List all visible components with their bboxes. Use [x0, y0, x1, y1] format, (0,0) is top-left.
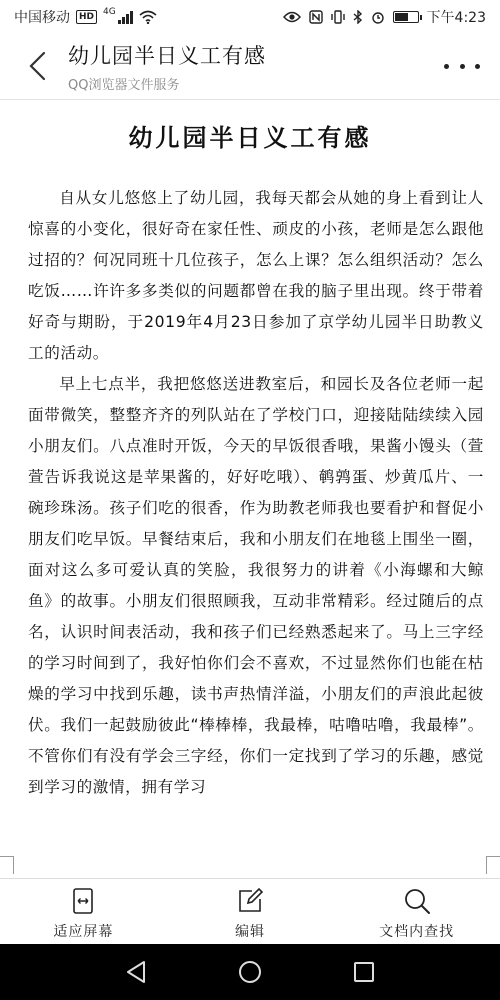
status-left	[14, 7, 157, 27]
find-in-document-button[interactable]	[333, 879, 500, 944]
find-in-document-label: 文档内查找	[379, 924, 455, 940]
carrier-name: 中国移动	[14, 10, 70, 26]
document-viewer[interactable]	[0, 100, 500, 878]
search-icon	[403, 887, 431, 915]
page-corner-mark	[0, 856, 14, 874]
nfc-icon	[309, 10, 323, 24]
fit-screen-icon	[72, 887, 94, 915]
fit-screen-button[interactable]	[0, 879, 167, 944]
fit-screen-label: 适应屏幕	[53, 924, 114, 940]
status-time: 下午4:23	[426, 10, 486, 26]
more-dot-icon	[444, 64, 449, 69]
signal-icon	[118, 10, 133, 24]
status-right	[283, 7, 486, 27]
more-dot-icon	[475, 64, 480, 69]
status-bar	[0, 0, 500, 34]
edit-button[interactable]	[167, 879, 334, 944]
nav-recents-icon[interactable]	[353, 961, 375, 983]
title-header	[0, 34, 500, 100]
network-type: 4G	[103, 7, 116, 17]
bottom-toolbar	[0, 878, 500, 944]
wifi-icon	[139, 10, 157, 24]
document-body	[0, 153, 500, 803]
alarm-icon	[371, 10, 385, 24]
eye-icon	[283, 11, 301, 23]
system-nav-bar	[0, 944, 500, 1000]
bluetooth-icon	[353, 10, 363, 24]
edit-icon	[236, 887, 264, 915]
hd-badge: HD	[76, 10, 97, 24]
back-button[interactable]	[22, 46, 52, 86]
battery-icon	[393, 11, 419, 23]
document-title: 幼儿园半日义工有感	[128, 123, 372, 152]
document-paragraph: 早上七点半，我把悠悠送进教室后，和园长及各位老师一起面带微笑，整整齐齐的列队站在了学校门口，迎接陆陆续续入园小朋友们。八点准时开饭，今天的早饭很香哦，果酱小馒头（萱萱告诉我说这是苹果酱的，好好吃哦）、鹌鹑蛋、炒黄瓜片、一碗珍珠汤。孩子们吃的很香，作为助教老师我也要看护和督促小朋友们吃早饭。早餐结束后，我和小朋友们在地毯上围坐一圈，面对这么多可爱认真的笑脸，我很努力的讲着《小海螺和大鲸鱼》的故事。小朋友们很照顾我，互动非常精彩。经过随后的点名，认识时间表活动，我和孩子们已经熟悉起来了。马上三字经的学习时间到了，我好怕你们会不喜欢，不过显然你们也能在枯燥的学习中找到乐趣，读书声热情洋溢，小朋友们的声浪此起彼伏。我们一起鼓励彼此“棒棒棒，我最棒，咕噜咕噜，我最棒”。不管你们有没有学会三字经，你们一定找到了学习的乐趣，感觉到学习的激情，拥有学习	[28, 375, 484, 796]
page-subtitle: QQ浏览器文件服务	[68, 78, 180, 93]
nav-home-icon[interactable]	[238, 960, 262, 984]
chevron-left-icon	[28, 51, 46, 81]
nav-back-icon[interactable]	[125, 960, 147, 984]
more-button[interactable]	[444, 54, 480, 78]
vibrate-icon	[331, 10, 345, 24]
page-title: 幼儿园半日义工有感	[68, 44, 266, 68]
edit-label: 编辑	[235, 924, 265, 940]
battery-level-fill	[395, 13, 408, 21]
document-paragraph: 自从女儿悠悠上了幼儿园，我每天都会从她的身上看到让人惊喜的小变化，很好奇在家任性、顽皮的小孩，老师是怎么跟他过招的？何况同班十几位孩子，怎么上课？怎么组织活动？怎么吃饭……许许多多类似的问题都曾在我的脑子里出现。终于带着好奇与期盼，于2019年4月23日参加了京学幼儿园半日助教义工的活动。	[28, 189, 484, 362]
page-corner-mark	[486, 856, 500, 874]
more-dot-icon	[460, 64, 465, 69]
